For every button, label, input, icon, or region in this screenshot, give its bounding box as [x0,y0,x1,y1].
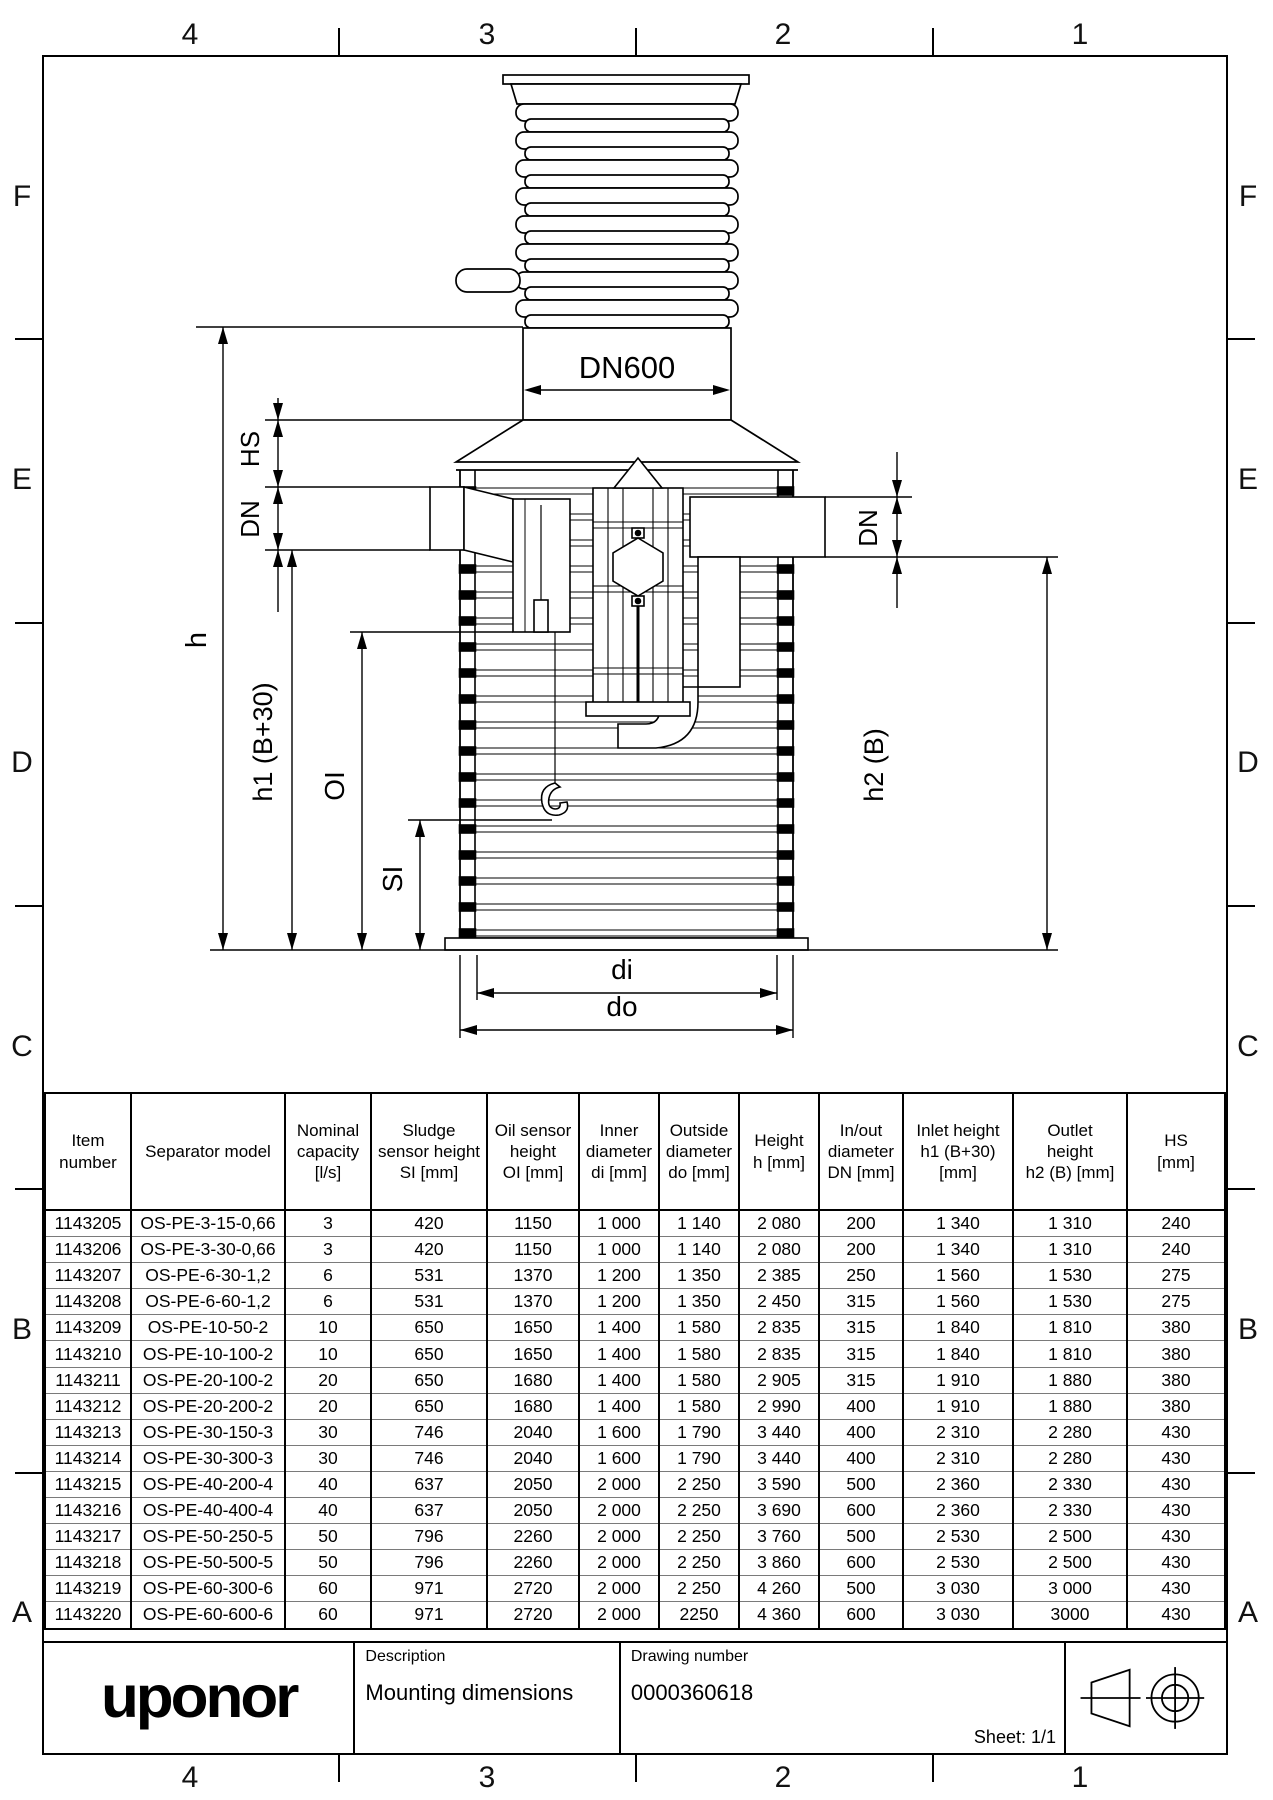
table-cell: 3000 [1013,1602,1127,1629]
table-cell: 1143208 [45,1289,131,1315]
column-header: Oil sensor height OI [mm] [487,1093,579,1210]
table-cell: 1 840 [903,1315,1013,1341]
zone-label: 4 [181,18,199,51]
zone-label: D [11,746,33,779]
table-cell: 2 250 [659,1576,739,1602]
drawing-number-value: 0000360618 [630,1680,754,1705]
oil-sensor [534,600,548,632]
oi-label: OI [319,771,350,801]
table-cell: 200 [819,1237,903,1263]
table-cell: OS-PE-3-15-0,66 [131,1210,285,1237]
table-cell: 3 440 [739,1445,819,1471]
zone-label: E [11,463,33,496]
table-cell: OS-PE-10-50-2 [131,1315,285,1341]
zone-tick [15,1472,42,1474]
table-cell: 1 560 [903,1289,1013,1315]
dimension-table [44,1092,1226,1630]
table-row [45,1263,1225,1289]
table-cell: 1143218 [45,1550,131,1576]
zone-tick [15,1188,42,1190]
table-cell: OS-PE-6-60-1,2 [131,1289,285,1315]
zone-label: 1 [1071,18,1089,51]
table-cell: 40 [285,1471,371,1497]
table-cell: 1 310 [1013,1210,1127,1237]
table-cell: 1143209 [45,1315,131,1341]
table-cell: 637 [371,1498,487,1524]
table-cell: OS-PE-30-150-3 [131,1419,285,1445]
table-cell: 3 860 [739,1550,819,1576]
table-cell: 1143217 [45,1524,131,1550]
riser-handle [456,269,520,292]
zone-label: B [11,1313,33,1346]
table-cell: 1 400 [579,1341,659,1367]
table-cell: OS-PE-30-300-3 [131,1445,285,1471]
table-cell: 2 080 [739,1210,819,1237]
table-cell: 2 000 [579,1498,659,1524]
table-cell: OS-PE-6-30-1,2 [131,1263,285,1289]
zone-label: F [12,180,32,213]
table-cell: 2720 [487,1602,579,1629]
table-cell: 1680 [487,1367,579,1393]
table-cell: 430 [1127,1550,1225,1576]
zone-label: A [11,1596,33,1629]
table-header [45,1093,1225,1210]
table-cell: 1143207 [45,1263,131,1289]
table-cell: 796 [371,1524,487,1550]
table-cell: 1370 [487,1289,579,1315]
table-cell: 1143211 [45,1367,131,1393]
table-cell: 275 [1127,1289,1225,1315]
table-cell: 60 [285,1576,371,1602]
table-cell: 1 000 [579,1237,659,1263]
table-cell: 2260 [487,1524,579,1550]
riser-bellows [516,104,738,328]
table-cell: 2 835 [739,1341,819,1367]
table-cell: 1143206 [45,1237,131,1263]
table-cell: 500 [819,1576,903,1602]
table-cell: 10 [285,1341,371,1367]
table-cell: 400 [819,1445,903,1471]
table-cell: 1 910 [903,1393,1013,1419]
outlet-pipe [690,497,825,557]
table-cell: 650 [371,1341,487,1367]
table-cell: 2 310 [903,1445,1013,1471]
table-cell: 971 [371,1576,487,1602]
table-cell: 2 990 [739,1393,819,1419]
table-cell: 2 250 [659,1498,739,1524]
table-cell: 2260 [487,1550,579,1576]
table-row [45,1341,1225,1367]
si-label: SI [377,865,408,893]
table-cell: OS-PE-3-30-0,66 [131,1237,285,1263]
table-cell: 1 350 [659,1289,739,1315]
table-cell: OS-PE-60-600-6 [131,1602,285,1629]
table-cell: 1 530 [1013,1263,1127,1289]
table-cell: 1 580 [659,1315,739,1341]
table-body [45,1210,1225,1629]
table-cell: 1 530 [1013,1289,1127,1315]
table-cell: 2 330 [1013,1471,1127,1497]
table-cell: 430 [1127,1445,1225,1471]
table-cell: 3 440 [739,1419,819,1445]
table-cell: 420 [371,1210,487,1237]
table-cell: 2 280 [1013,1419,1127,1445]
zone-label: F [1238,180,1258,213]
table-cell: 1 880 [1013,1367,1127,1393]
table-cell: 1 560 [903,1263,1013,1289]
table-cell: 4 260 [739,1576,819,1602]
column-header: In/out diameter DN [mm] [819,1093,903,1210]
table-cell: 746 [371,1419,487,1445]
table-cell: 430 [1127,1419,1225,1445]
table-cell: 2 450 [739,1289,819,1315]
table-cell: OS-PE-50-250-5 [131,1524,285,1550]
table-cell: 1143205 [45,1210,131,1237]
table-cell: 1 000 [579,1210,659,1237]
table-row [45,1289,1225,1315]
table-cell: 1 400 [579,1315,659,1341]
table-cell: 1 580 [659,1393,739,1419]
zone-tick [338,1755,340,1782]
table-cell: 2050 [487,1471,579,1497]
zone-label: 3 [478,18,496,51]
table-cell: 1 790 [659,1419,739,1445]
h2-label: h2 (B) [859,728,889,802]
table-cell: 2 530 [903,1524,1013,1550]
table-cell: 1150 [487,1237,579,1263]
table-cell: 2 360 [903,1471,1013,1497]
table-cell: 1 600 [579,1445,659,1471]
table-row [45,1550,1225,1576]
table-cell: 2 000 [579,1550,659,1576]
table-cell: 50 [285,1524,371,1550]
hs-label: HS [235,430,265,468]
table-cell: 746 [371,1445,487,1471]
zone-label: 3 [478,1761,496,1794]
table-cell: 1 140 [659,1237,739,1263]
description-label: Description [365,1648,446,1665]
table-cell: 1 790 [659,1445,739,1471]
drawing-number-label: Drawing number [630,1648,749,1665]
column-header: Inlet height h1 (B+30) [mm] [903,1093,1013,1210]
table-cell: 1650 [487,1341,579,1367]
tank-cone [456,420,798,462]
table-cell: 30 [285,1445,371,1471]
table-row [45,1576,1225,1602]
table-cell: 1 810 [1013,1341,1127,1367]
sludge-sensor-hook [542,783,568,815]
zone-tick [1228,1472,1255,1474]
table-cell: 650 [371,1393,487,1419]
table-cell: OS-PE-20-200-2 [131,1393,285,1419]
table-cell: 20 [285,1393,371,1419]
table-cell: 796 [371,1550,487,1576]
zone-label: B [1237,1313,1259,1346]
table-cell: 10 [285,1315,371,1341]
table-cell: 650 [371,1315,487,1341]
table-cell: 3 [285,1237,371,1263]
table-cell: OS-PE-10-100-2 [131,1341,285,1367]
table-cell: 380 [1127,1367,1225,1393]
table-cell: 1150 [487,1210,579,1237]
table-row [45,1393,1225,1419]
table-cell: 20 [285,1367,371,1393]
table-cell: 50 [285,1550,371,1576]
table-cell: 2050 [487,1498,579,1524]
table-cell: 30 [285,1419,371,1445]
zone-tick [1228,1188,1255,1190]
table-cell: 531 [371,1263,487,1289]
title-block [42,1641,1228,1755]
table-cell: 240 [1127,1237,1225,1263]
zone-tick [635,1755,637,1782]
table-cell: 430 [1127,1602,1225,1629]
table-cell: 650 [371,1367,487,1393]
column-header: Outside diameter do [mm] [659,1093,739,1210]
table-cell: 200 [819,1210,903,1237]
table-cell: 60 [285,1602,371,1629]
column-header: Height h [mm] [739,1093,819,1210]
table-cell: 380 [1127,1341,1225,1367]
table-cell: 2720 [487,1576,579,1602]
dn-left-label: DN [235,500,265,538]
table-cell: 1143214 [45,1445,131,1471]
table-cell: 1143219 [45,1576,131,1602]
table-cell: 430 [1127,1498,1225,1524]
table-cell: 2 530 [903,1550,1013,1576]
table-row [45,1524,1225,1550]
table-cell: 3 690 [739,1498,819,1524]
table-cell: 2 080 [739,1237,819,1263]
drawing-number-cell [621,1643,1066,1753]
zone-label: E [1237,463,1259,496]
inlet-pipe [430,487,464,550]
column-header: Item number [45,1093,131,1210]
table-cell: 380 [1127,1315,1225,1341]
table-cell: 1143216 [45,1498,131,1524]
table-cell: 3 590 [739,1471,819,1497]
table-cell: 6 [285,1289,371,1315]
table-cell: 1143215 [45,1471,131,1497]
column-header: Sludge sensor height SI [mm] [371,1093,487,1210]
zone-label: 2 [774,1761,792,1794]
table-cell: 1143212 [45,1393,131,1419]
cage-bottom-plate [586,702,690,716]
table-cell: 2 310 [903,1419,1013,1445]
table-cell: 315 [819,1367,903,1393]
table-cell: OS-PE-20-100-2 [131,1367,285,1393]
table-cell: 40 [285,1498,371,1524]
table-cell: 1 910 [903,1367,1013,1393]
table-cell: 500 [819,1524,903,1550]
table-cell: 2 500 [1013,1550,1127,1576]
description-value: Mounting dimensions [365,1680,574,1705]
table-cell: 2 000 [579,1471,659,1497]
h-label: h [181,631,213,649]
table-cell: 1 880 [1013,1393,1127,1419]
table-cell: 4 360 [739,1602,819,1629]
table-cell: 1 200 [579,1289,659,1315]
zone-label: A [1237,1596,1259,1629]
table-cell: 3 [285,1210,371,1237]
table-cell: 2 905 [739,1367,819,1393]
table-cell: 1 810 [1013,1315,1127,1341]
column-header: Separator model [131,1093,285,1210]
table-cell: 400 [819,1419,903,1445]
table-cell: OS-PE-40-200-4 [131,1471,285,1497]
zone-label: D [1237,746,1259,779]
zone-label: C [11,1030,33,1063]
table-cell: 2 000 [579,1576,659,1602]
tank-internals [430,458,825,815]
column-header: Nominal capacity [l/s] [285,1093,371,1210]
table-cell: 2 280 [1013,1445,1127,1471]
table-cell: 1 840 [903,1341,1013,1367]
table-cell: 315 [819,1315,903,1341]
table-row [45,1498,1225,1524]
projection-symbol [1066,1648,1226,1748]
table-row [45,1367,1225,1393]
table-cell: 430 [1127,1524,1225,1550]
table-cell: 420 [371,1237,487,1263]
table-cell: 1 340 [903,1237,1013,1263]
projection-symbol-cell [1066,1643,1226,1753]
table-row [45,1237,1225,1263]
di-label: di [611,954,633,985]
table-cell: OS-PE-40-400-4 [131,1498,285,1524]
table-cell: 2 000 [579,1602,659,1629]
table-cell: OS-PE-60-300-6 [131,1576,285,1602]
table-cell: 1 400 [579,1393,659,1419]
dn600-label: DN600 [578,350,676,385]
table-cell: 2040 [487,1419,579,1445]
table-cell: 3 000 [1013,1576,1127,1602]
table-cell: 380 [1127,1393,1225,1419]
column-header: Inner diameter di [mm] [579,1093,659,1210]
inlet-bend [464,487,513,562]
zone-label: C [1237,1030,1259,1063]
table-cell: 1143213 [45,1419,131,1445]
table-cell: 2 360 [903,1498,1013,1524]
table-cell: 240 [1127,1210,1225,1237]
zone-label: 4 [181,1761,199,1794]
table-cell: 430 [1127,1576,1225,1602]
table-cell: 2 250 [659,1524,739,1550]
column-header: Outlet height h2 (B) [mm] [1013,1093,1127,1210]
table-cell: 3 030 [903,1602,1013,1629]
table-cell: 1 140 [659,1210,739,1237]
table-cell: 1 600 [579,1419,659,1445]
table-cell: 2040 [487,1445,579,1471]
table-cell: 1 310 [1013,1237,1127,1263]
table-cell: 500 [819,1471,903,1497]
table-cell: OS-PE-50-500-5 [131,1550,285,1576]
table-row [45,1210,1225,1237]
table-cell: 2 250 [659,1550,739,1576]
table-cell: 3 760 [739,1524,819,1550]
table-cell: 2 330 [1013,1498,1127,1524]
table-cell: 2250 [659,1602,739,1629]
table-cell: 637 [371,1471,487,1497]
table-cell: 1650 [487,1315,579,1341]
table-cell: 1680 [487,1393,579,1419]
zone-label: 1 [1071,1761,1089,1794]
do-label: do [606,991,638,1022]
table-cell: 2 000 [579,1524,659,1550]
table-cell: 2 385 [739,1263,819,1289]
sheet-number: Sheet: 1/1 [973,1727,1056,1747]
table-cell: 1 400 [579,1367,659,1393]
table-cell: 1143220 [45,1602,131,1629]
logo-cell [44,1643,355,1753]
description-cell [355,1643,620,1753]
uponor-logo: uponor [100,1664,297,1731]
table-cell: 315 [819,1341,903,1367]
table-cell: 531 [371,1289,487,1315]
table-cell: 315 [819,1289,903,1315]
table-cell: 1 580 [659,1367,739,1393]
table-cell: 1 200 [579,1263,659,1289]
table-cell: 971 [371,1602,487,1629]
table-cell: 1143210 [45,1341,131,1367]
telescopic-riser [456,75,798,470]
table-cell: 2 250 [659,1471,739,1497]
column-header: HS [mm] [1127,1093,1225,1210]
base-plate [445,938,808,950]
zone-tick [932,1755,934,1782]
table-cell: 1 580 [659,1341,739,1367]
dn-right-label: DN [853,509,883,547]
table-cell: 2 835 [739,1315,819,1341]
table-row [45,1602,1225,1629]
table-row [45,1315,1225,1341]
table-cell: 250 [819,1263,903,1289]
table-row [45,1471,1225,1497]
table-row [45,1419,1225,1445]
zone-label: 2 [774,18,792,51]
table-cell: 6 [285,1263,371,1289]
table-cell: 600 [819,1602,903,1629]
riser-lid [503,75,749,84]
table-cell: 275 [1127,1263,1225,1289]
table-cell: 600 [819,1550,903,1576]
table-cell: 600 [819,1498,903,1524]
h1-label: h1 (B+30) [248,682,278,802]
table-row [45,1445,1225,1471]
table-cell: 1 340 [903,1210,1013,1237]
outlet-channel [698,557,740,687]
table-cell: 400 [819,1393,903,1419]
table-cell: 1370 [487,1263,579,1289]
table-cell: 2 500 [1013,1524,1127,1550]
table-cell: 3 030 [903,1576,1013,1602]
table-cell: 430 [1127,1471,1225,1497]
table-cell: 1 350 [659,1263,739,1289]
